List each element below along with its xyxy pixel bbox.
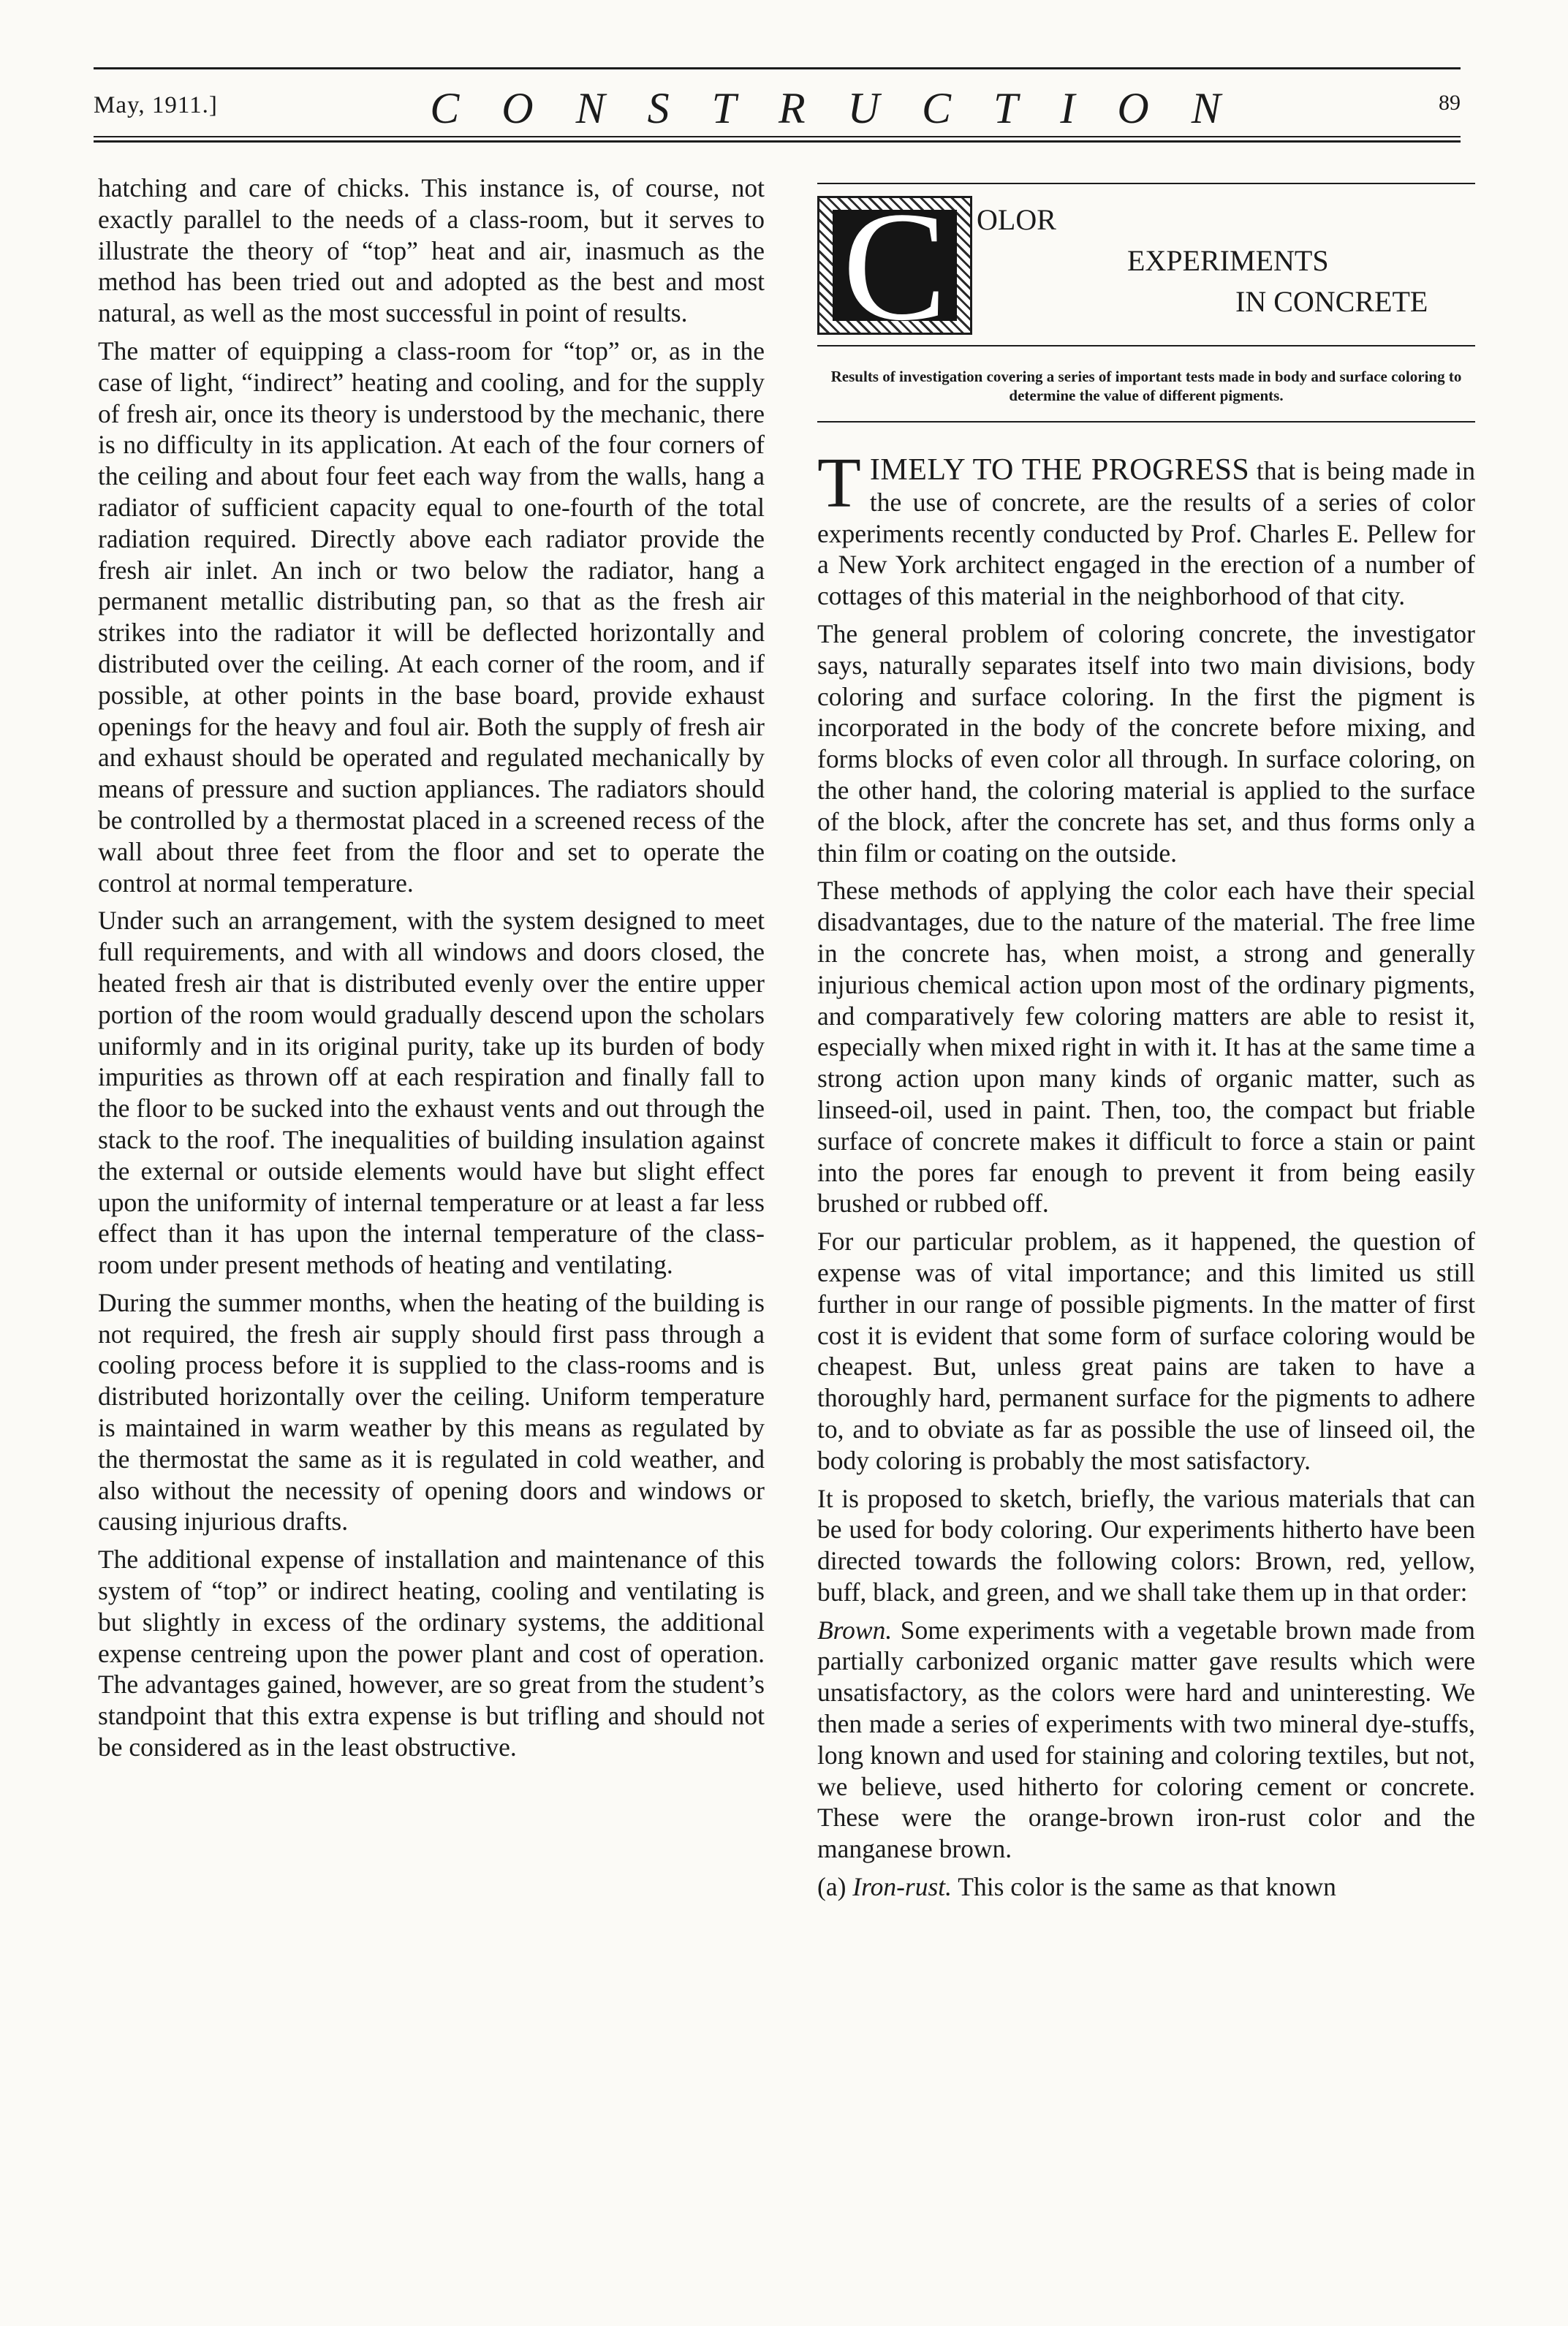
paragraph <box>817 1615 1475 1865</box>
masthead-bottom-rule-2 <box>94 140 1461 143</box>
paragraph: These methods of applying the color each have their special disadvantages, due to the nature of the material. The free lime in the concrete has, when moist, a strong and generally injurious chemical action upon most of the ordinary pigments, and comparatively few coloring matters are able to resist it, especially when mixed right in with it. It has at the same time a strong action upon many kinds of organic matter, such as linseed-oil, used in paint. Then, too, the compact but friable surface of concrete makes it difficult to force a stain or paint into the pores far enough to prevent it from being easily brushed or rubbed off. <box>817 876 1475 1219</box>
page-number: 89 <box>1439 91 1461 115</box>
heading-line-2: EXPERIMENTS <box>1127 244 1329 277</box>
left-column <box>98 173 765 1770</box>
initial-letter: C <box>842 196 947 335</box>
subheading-rule <box>817 421 1475 423</box>
paragraph <box>817 1871 1475 1903</box>
masthead-bottom-rule-1 <box>94 136 1461 137</box>
heading-rule <box>817 345 1475 346</box>
paragraph: During the summer months, when the heating of the building is not required, the fresh air supply should first pass through a cooling process before it is supplied to the class-rooms and is distributed horizontally over the ceiling. Uniform temperature is maintained in warm weather by this means as regulated by the thermostat the same as it is regulated in cold weather, and also without the necessity of opening doors and windows or causing injurious drafts. <box>98 1287 765 1537</box>
lead-paragraph <box>817 444 1475 612</box>
paragraph: For our particular problem, as it happened, the question of expense was of vital importance; and this limited us still further in our range of possible pigments. In the matter of first cost it is evident that some form of surface coloring would be cheapest. But, unless great pains are taken to have a thoroughly hard, permanent surface for the pigments to adhere to, and to obviate as far as possible the use of linseed oil, the body coloring is probably the most satisfactory. <box>817 1227 1475 1475</box>
paragraph: The general problem of coloring concrete, the investigator says, naturally separates itself into two main divisions, body coloring and surface coloring. In the first the pigment is incorporated in the body of the concrete before mixing, and forms blocks of even color all through. In surface coloring, on the other hand, the coloring material is applied to the surface of the block, after the concrete has set, and thus forms only a thin film or coating on the outside. <box>817 618 1475 868</box>
masthead-top-rule <box>94 67 1461 69</box>
heading-line-1: OLOR <box>977 203 1056 236</box>
heading-line-3: IN CONCRETE <box>1235 285 1428 318</box>
heading-top-rule <box>817 183 1475 184</box>
masthead <box>94 67 1461 140</box>
issue-date: May, 1911.] <box>94 92 218 118</box>
paragraph: The matter of equipping a class-room for “top” or, as in the case of light, “indirect” heating and cooling, and for the supply of fresh air, once its theory is understood by the mechanic, there is no difficulty in its application. At each of the four corners of the ceiling and about four feet each way from the walls, hang a radiator of sufficient capacity equal to one-fourth of the total radiation required. Directly above each radiator provide the fresh air inlet. An inch or two below the radiator, hang a permanent metallic distributing pan, so that as the fresh air strikes into the radiator it will be deflected horizontally and distributed over the ceiling. At each corner of the room, and if possible, at other points in the base board, provide exhaust openings for the heavy and foul air. Both the supply of fresh air and exhaust should be operated and regulated mechanically by means of pressure and suction appliances. The radiators should be controlled by a thermostat placed in a screened recess of the wall about three feet from the floor and set to operate the control at normal temperature. <box>98 336 765 898</box>
magazine-title: CONSTRUCTION <box>430 84 1263 132</box>
lead-text: that is being made in the use of concrete, are the results of a series of color experiments recently conducted by Prof. Charles E. Pellew for a New York architect engaged in the erection of a number of cottages of this material in the neighborhood of that city. <box>817 456 1475 611</box>
brown-label: Brown. <box>817 1615 893 1645</box>
ornamental-initial <box>817 196 972 335</box>
paragraph: Under such an arrangement, with the system designed to meet full requirements, and with all windows and doors closed, the heated fresh air that is distributed evenly over the entire upper portion of the room would gradually descend upon the scholars uniformly and in its original purity, take up its burden of body impurities as thrown off at each respiration and finally fall to the floor to be sucked into the exhaust vents and out through the stack to the roof. The inequalities of building insulation against the external or outside elements would have but slight effect upon the uniformity of internal temperature or at least a far less effect than it has upon the internal temperature of the class-room under present methods of heating and ventilating. <box>98 906 765 1280</box>
article-subheading: Results of investigation covering a series of important tests made in body and surface coloring to determine the value of different pigments. <box>830 368 1462 404</box>
ironrust-text: This color is the same as that known <box>952 1872 1336 1902</box>
right-column <box>817 173 1475 1909</box>
ironrust-label: Iron-rust. <box>852 1872 952 1902</box>
lead-caps: IMELY TO THE PROGRESS <box>869 453 1250 487</box>
drop-cap: T <box>817 444 861 523</box>
paragraph: The additional expense of installation and maintenance of this system of “top” or indirect heating, cooling and ventilating is but slightly in excess of the ordinary systems, the additional expense centreing upon the power plant and cost of operation. The advantages gained, however, are so great from the student’s standpoint that this extra expense is but trifling and should not be considered as in the least obstructive. <box>98 1545 765 1762</box>
ironrust-marker: (a) <box>817 1872 847 1902</box>
article-heading <box>817 173 1475 352</box>
brown-text: Some experiments with a vegetable brown made from partially carbonized organic matter gave results which were unsatisfactory, as the colors were hard and uninteresting. We then made a series of experiments with two mineral dye-stuffs, long known and used for staining and coloring textiles, but not, we believe, used hitherto for coloring cement or concrete. These were the orange-brown iron-rust color and the manganese brown. <box>817 1615 1475 1864</box>
paragraph: It is proposed to sketch, briefly, the various materials that can be used for body coloring. Our experiments hitherto have been directed towards the following colors: Brown, red, yellow, buff, black, and green, and we shall take them up in that order: <box>817 1483 1475 1607</box>
paragraph: hatching and care of chicks. This instance is, of course, not exactly parallel to the needs of a class-room, but it serves to illustrate the theory of “top” heat and air, inasmuch as the method has been tried out and adopted as the best and most natural, as well as the most successful in point of results. <box>98 173 765 328</box>
